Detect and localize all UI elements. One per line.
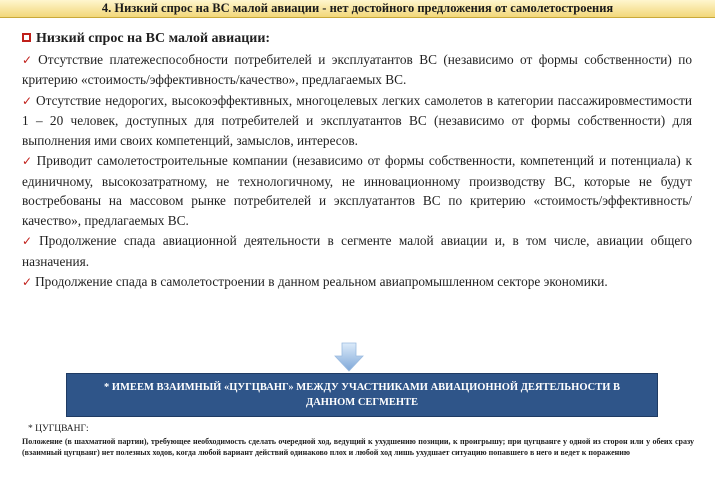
section-heading <box>22 29 692 49</box>
section-heading-text: Низкий спрос на ВС малой авиации: <box>36 31 271 46</box>
down-arrow-icon <box>334 342 364 372</box>
square-bullet-icon <box>22 33 31 42</box>
checkmark-icon: ✓ <box>22 275 33 289</box>
checkmark-icon: ✓ <box>22 52 36 67</box>
list-item-text: Отсутствие платежеспособности потребителей и эксплуатантов ВС (независимо от формы собственности) по критерию «стоимость/эффективность/качество», предлагаемых ВС. <box>22 51 692 87</box>
list-item-text: Отсутствие недорогих, высокоэффективных, многоцелевых легких самолетов в категории пассажировместимости 1 – 20 человек, доступных для потребителей и эксплуатантов ВС (независимо от формы собственности) для выполнения ими своих компетенций, замыслов, интересов. <box>22 92 693 148</box>
slide-title: 4. Низкий спрос на ВС малой авиации - нет достойного предложения от самолетостроения <box>101 1 614 15</box>
list-item <box>22 50 692 90</box>
checkmark-icon: ✓ <box>22 93 34 108</box>
list-item-text: Приводит самолетостроительные компании (независимо от формы собственности, компетенций и потенциала) к единичному, высокозатратному, не технологичному, не инновационному производству ВС, которые не будут востребованы на массовом рынке потребителей и эксплуатантов ВС по критерию «стоимость/эффективность/качество», предлагаемых ВС. <box>22 153 692 228</box>
footnote-text: Положение (в шахматной партии), требующее необходимость сделать очередной ход, ведущий к ухудшению позиции, к проигрышу; при цугцванге у одной из сторон или у обеих сразу (взаимный цугцванг) нет полезных ходов, когда любой вариант действий одинаково плох и любой ход лишь ухудшает ситуацию попавшего в него и ведет к поражению <box>22 437 694 457</box>
checkmark-icon: ✓ <box>22 154 34 168</box>
conclusion-text: * ИМЕЕМ ВЗАИМНЫЙ «ЦУГЦВАНГ» МЕЖДУ УЧАСТНИКАМИ АВИАЦИОННОЙ ДЕЯТЕЛЬНОСТИ В ДАННОМ СЕГМЕНТЕ <box>103 382 621 408</box>
list-item <box>22 91 692 151</box>
footnote-title: * ЦУГЦВАНГ: <box>28 424 89 434</box>
list-item <box>22 151 692 230</box>
list-item <box>22 272 692 293</box>
list-item <box>22 231 692 271</box>
list-item-text: Продолжение спада авиационной деятельности в сегменте малой авиации и, в том числе, авиации общего назначения. <box>22 233 692 269</box>
slide-header <box>0 0 715 18</box>
main-content <box>22 29 692 293</box>
list-item-text: Продолжение спада в самолетостроении в данном реальном авиапромышленном секторе экономики. <box>35 274 608 289</box>
conclusion-banner <box>66 373 658 417</box>
checkmark-icon: ✓ <box>22 234 37 248</box>
